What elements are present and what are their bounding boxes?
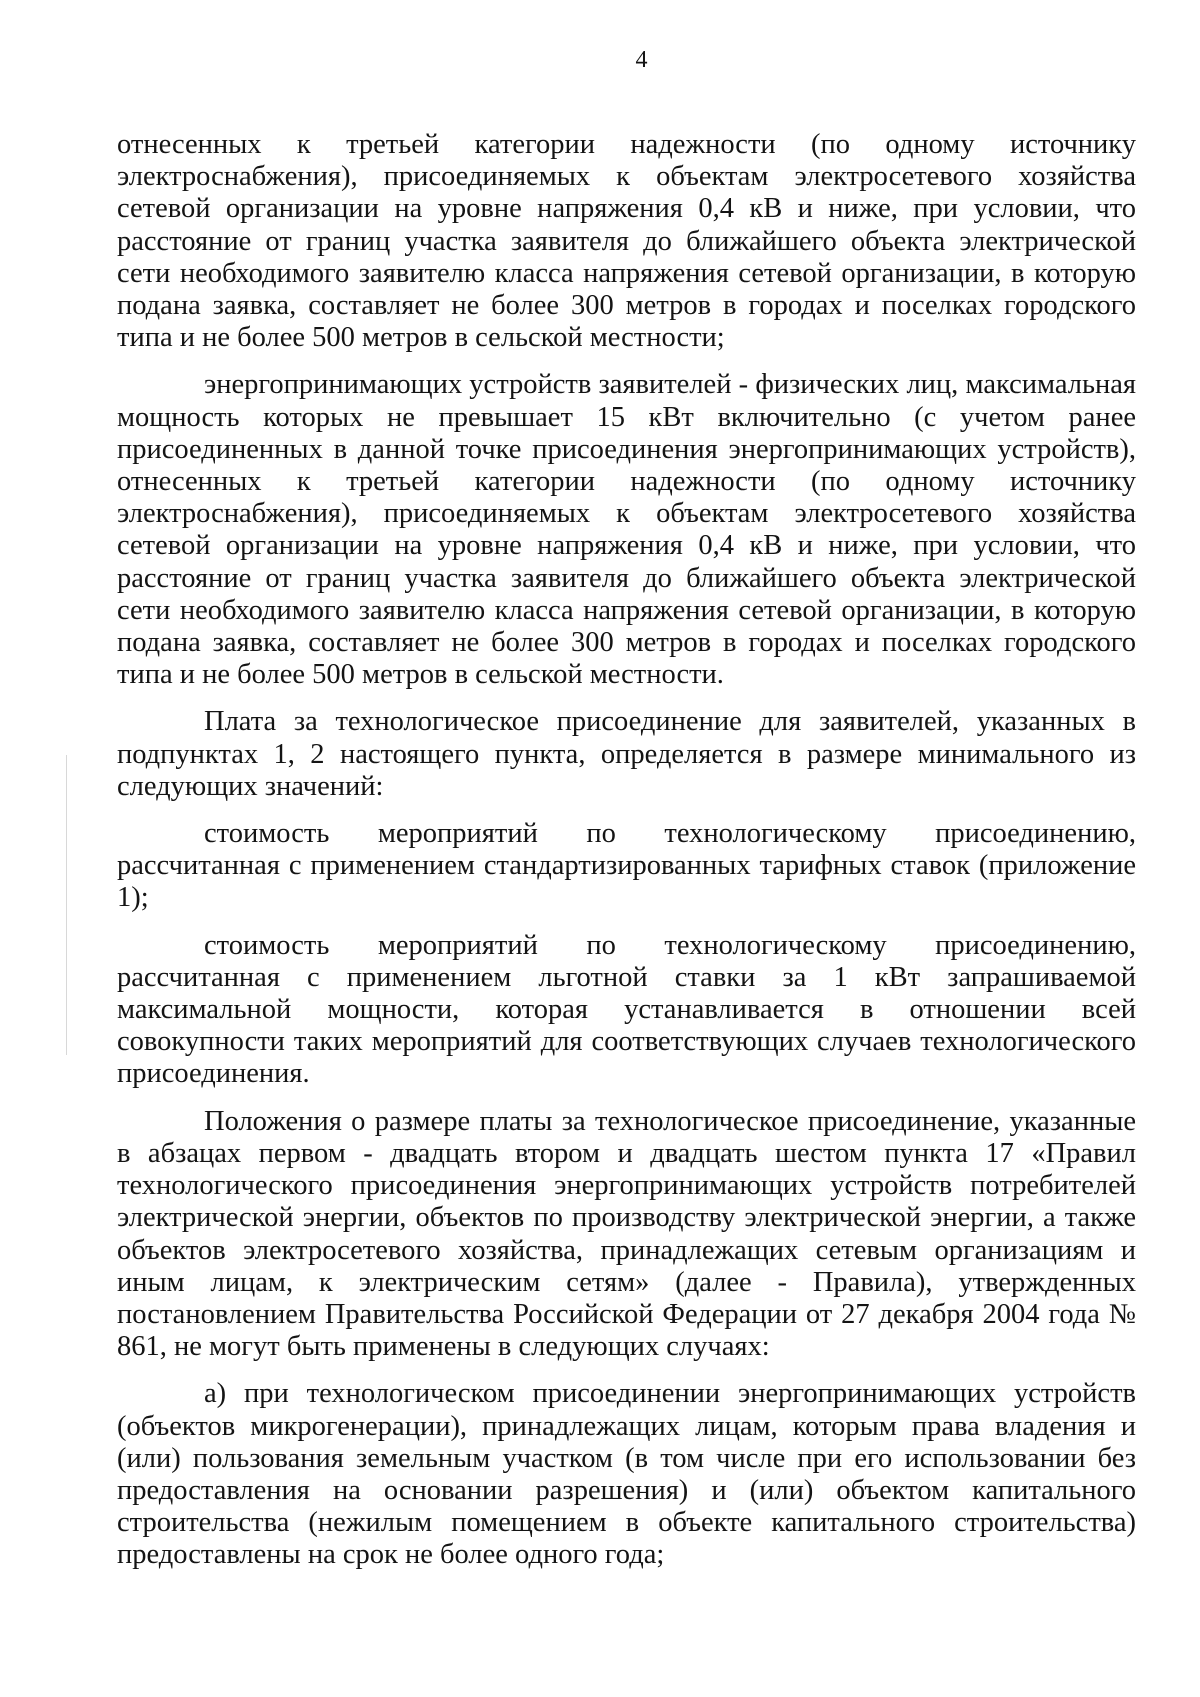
scan-margin-mark <box>66 755 67 1055</box>
paragraph-connection-fee: Плата за технологическое присоединение для заявителей, указанных в подпунктах 1, 2 настоящего пункта, определяется в размере минимального из следующих значений: <box>117 706 1136 802</box>
paragraph-preferential-rate: стоимость мероприятий по технологическому присоединению, рассчитанная с применением льготной ставки за 1 кВт запрашиваемой максимальной мощности, которая устанавливается в отношении всей совокупности таких мероприятий для соответствующих случаев технологического присоединения. <box>117 929 1136 1090</box>
page-number: 4 <box>635 47 648 73</box>
paragraph-standard-rates: стоимость мероприятий по технологическому присоединению, рассчитанная с применением стандартизированных тарифных ставок (приложение 1); <box>117 818 1136 914</box>
paragraph-continuation: отнесенных к третьей категории надежности (по одному источнику электроснабжения), присоединяемых к объектам электросетевого хозяйства сетевой организации на уровне напряжения 0,4 кВ и ниже, при условии, что расстояние от границ участка заявителя до ближайшего объекта электрической сети необходимого заявителю класса напряжения сетевой организации, в которую подана заявка, составляет не более 300 метров в городах и поселках городского типа и не более 500 метров в сельской местности; <box>117 129 1136 354</box>
document-body <box>117 129 1136 1572</box>
paragraph-item-a: а) при технологическом присоединении энергопринимающих устройств (объектов микрогенерации), принадлежащих лицам, которым права владения и (или) пользования земельным участком (в том числе при его использовании без предоставления на основании разрешения) и (или) объектом капитального строительства (нежилым помещением в объекте капитального строительства) предоставлены на срок не более одного года; <box>117 1378 1136 1571</box>
paragraph-fee-provisions: Положения о размере платы за технологическое присоединение, указанные в абзацах первом - двадцать втором и двадцать шестом пункта 17 «Правил технологического присоединения энергопринимающих устройств потребителей электрической энергии, объектов по производству электрической энергии, а также объектов электросетевого хозяйства, принадлежащих сетевым организациям и иным лицам, к электрическим сетям» (далее - Правила), утвержденных постановлением Правительства Российской Федерации от 27 декабря 2004 года № 861, не могут быть применены в следующих случаях: <box>117 1105 1136 1363</box>
paragraph-individuals-15kw: энергопринимающих устройств заявителей - физических лиц, максимальная мощность которых не превышает 15 кВт включительно (с учетом ранее присоединенных в данной точке присоединения энергопринимающих устройств), отнесенных к третьей категории надежности (по одному источнику электроснабжения), присоединяемых к объектам электросетевого хозяйства сетевой организации на уровне напряжения 0,4 кВ и ниже, при условии, что расстояние от границ участка заявителя до ближайшего объекта электрической сети необходимого заявителю класса напряжения сетевой организации, в которую подана заявка, составляет не более 300 метров в городах и поселках городского типа и не более 500 метров в сельской местности. <box>117 369 1136 691</box>
